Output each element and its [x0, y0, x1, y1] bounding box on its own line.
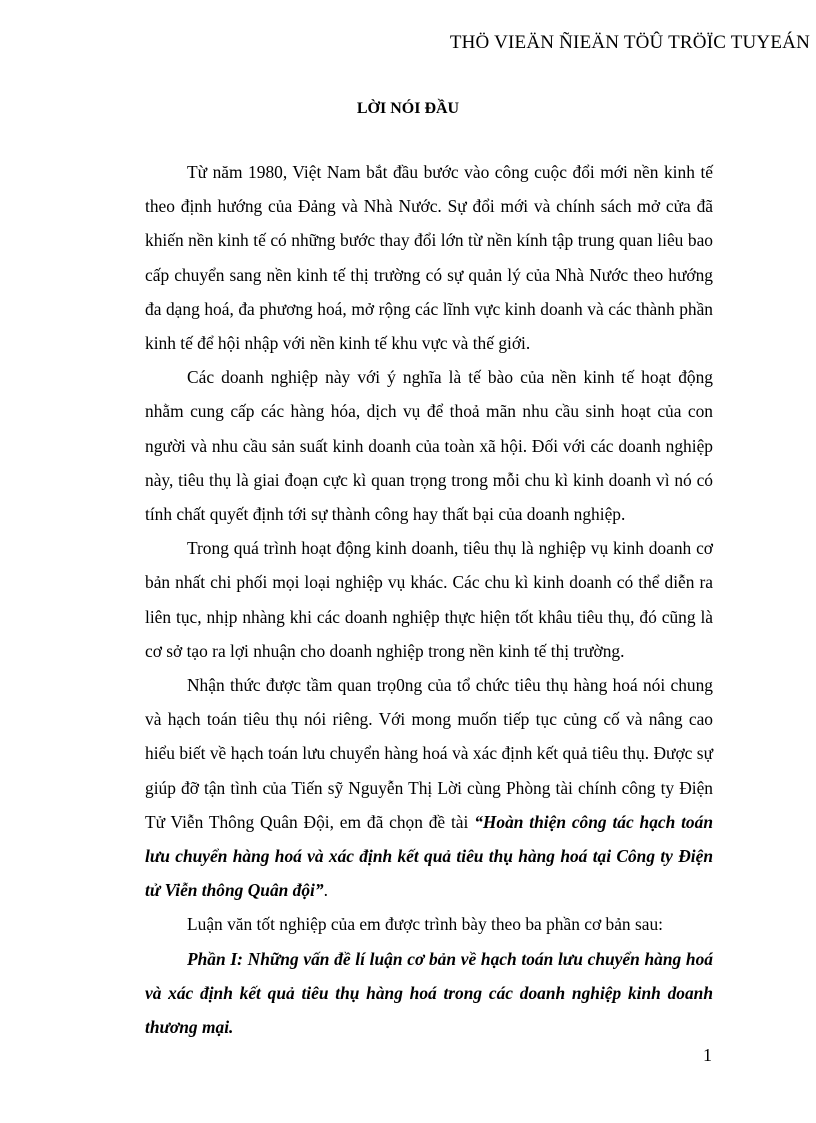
page-number: 1 [703, 1045, 712, 1065]
part-1-heading: Phần I: Những vấn đề lí luận cơ bản về hạch toán lưu chuyển hàng hoá và xác định kết quả tiêu thụ hàng hoá trong các doanh nghiệp kinh doanh thương mại. [145, 948, 713, 1038]
paragraph-4-end: . [323, 880, 328, 901]
paragraph-4-text: Nhận thức được tầm quan trọ0ng của tổ chức tiêu thụ hàng hoá nói chung và hạch toán tiêu thụ nói riêng. Với mong muốn tiếp tục củng cố và nâng cao hiểu biết về hạch toán lưu chuyển hàng hoá và xác định kết quả tiêu thụ. Được sự giúp đỡ tận tình của Tiến sỹ Nguyễn Thị Lời cùng Phòng tài chính công ty Điện Tử Viễn Thông Quân Đội, em đã chọn đề tài [145, 675, 713, 832]
page-title: LỜI NÓI ĐẦU [356, 100, 460, 117]
page-header: THÖ VIEÄN ÑIEÄN TÖÛ TRÖÏC TUYEÁN [449, 32, 810, 53]
thesis-topic: “Hoàn thiện công tác hạch toán lưu chuyển hàng hoá và xác định kết quả tiêu thụ hàng hoá tại Công ty Điện tử Viễn thông Quân đội” [145, 811, 713, 901]
document-body [145, 155, 713, 1044]
paragraph-5: Luận văn tốt nghiệp của em được trình bày theo ba phần cơ bản sau: [187, 914, 663, 935]
paragraph-3: Trong quá trình hoạt động kinh doanh, tiêu thụ là nghiệp vụ kinh doanh cơ bản nhất chi phối mọi loại nghiệp vụ khác. Các chu kì kinh doanh có thể diễn ra liên tục, nhịp nhàng khi các doanh nghiệp thực hiện tốt khâu tiêu thụ, đó cũng là cơ sở tạo ra lợi nhuận cho doanh nghiệp trong nền kinh tế thị trường. [145, 538, 713, 661]
paragraph-1: Từ năm 1980, Việt Nam bắt đầu bước vào công cuộc đổi mới nền kinh tế theo định hướng của Đảng và Nhà Nước. Sự đổi mới và chính sách mở cửa đã khiến nền kinh tế có những bước thay đổi lớn từ nền kính tập trung quan liêu bao cấp chuyển sang nền kinh tế thị trường có sự quản lý của Nhà Nước theo hướng đa dạng hoá, đa phương hoá, mở rộng các lĩnh vực kinh doanh và các thành phần kinh tế để hội nhập với nền kinh tế khu vực và thế giới. [145, 162, 713, 354]
paragraph-2: Các doanh nghiệp này với ý nghĩa là tế bào của nền kinh tế hoạt động nhằm cung cấp các hàng hóa, dịch vụ để thoả mãn nhu cầu sinh hoạt của con người và nhu cầu sản suất kinh doanh của toàn xã hội. Đối với các doanh nghiệp này, tiêu thụ là giai đoạn cực kì quan trọng trong mỗi chu kì kinh doanh vì nó có tính chất quyết định tới sự thành công hay thất bại của doanh nghiệp. [145, 367, 713, 525]
paragraph-4 [145, 668, 713, 907]
